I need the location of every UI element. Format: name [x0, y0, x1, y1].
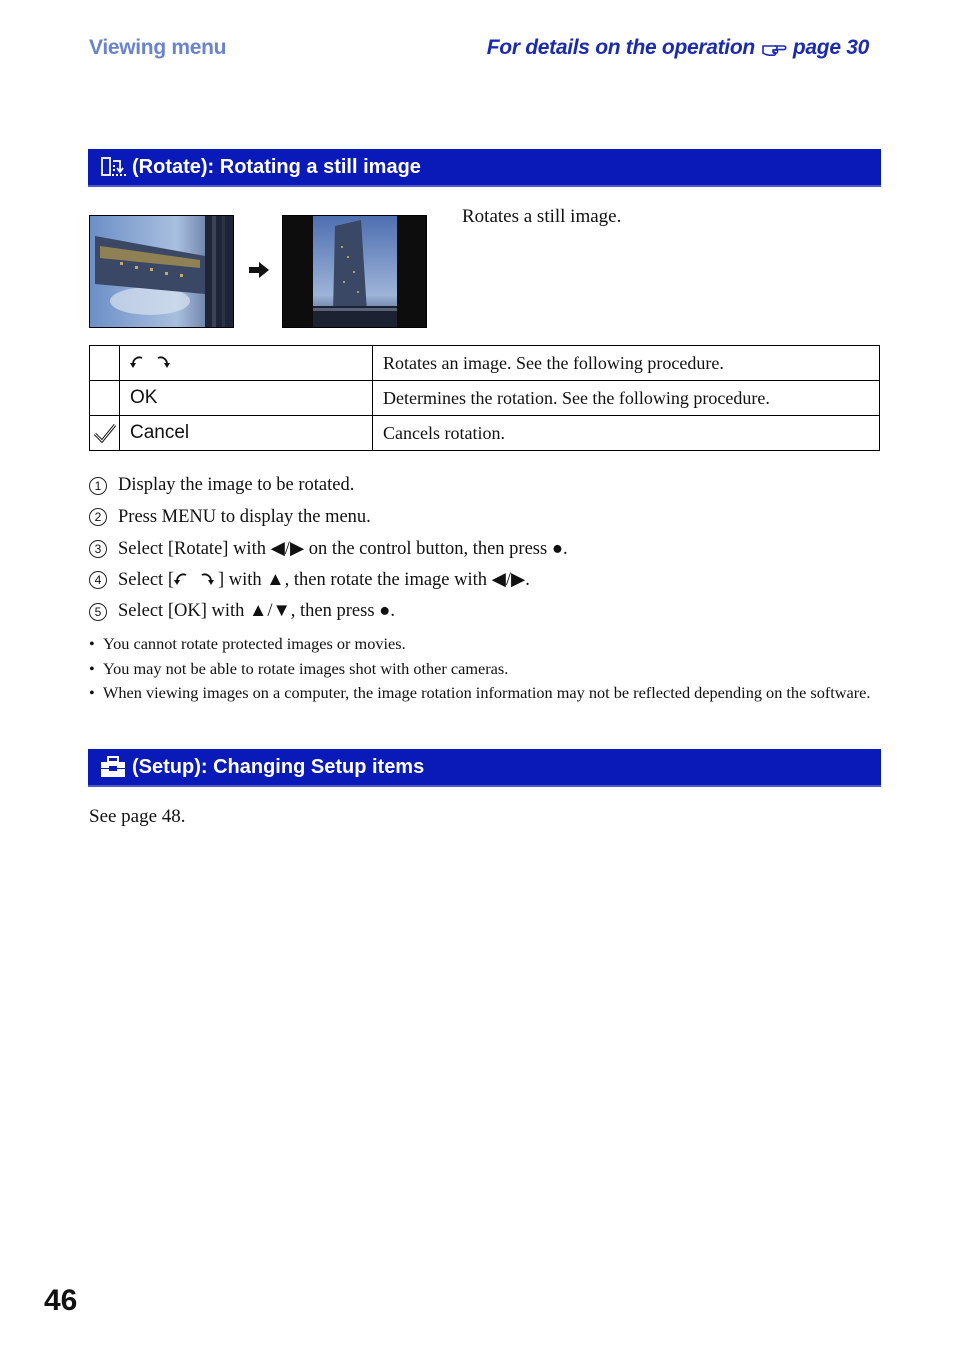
- rotate-section-title: (Rotate): Rotating a still image: [132, 155, 421, 178]
- note-text: When viewing images on a computer, the image rotation information may not be reflected depending on the software.: [103, 683, 871, 702]
- option-marker: [90, 381, 120, 416]
- rotate-options-table: [89, 345, 880, 451]
- step-text-start: Select [: [118, 569, 174, 590]
- step-text-end: ] with ▲, then rotate the image with ◀/▶.: [218, 570, 530, 591]
- page-number: 46: [44, 1284, 78, 1317]
- note-text: You cannot rotate protected images or movies.: [103, 634, 406, 653]
- notes-list: [89, 633, 879, 707]
- option-marker: [90, 416, 120, 451]
- option-marker: [90, 346, 120, 381]
- option-description: Cancels rotation.: [373, 416, 880, 451]
- step-number: 5: [89, 603, 107, 621]
- option-description: Determines the rotation. See the following procedure.: [373, 381, 880, 416]
- setup-see-page-link[interactable]: See page 48.: [89, 806, 186, 827]
- step-number: 3: [89, 540, 107, 558]
- option-description: Rotates an image. See the following procedure.: [373, 346, 880, 381]
- setup-section-title: (Setup): Changing Setup items: [132, 755, 425, 778]
- procedure-steps: [89, 470, 568, 628]
- running-header-section: Viewing menu: [89, 36, 227, 59]
- note-item: • You may not be able to rotate images shot with other cameras.: [89, 658, 509, 678]
- note-item: • You cannot rotate protected images or movies.: [89, 634, 406, 653]
- setup-section-heading: [88, 749, 881, 787]
- step-text: Press MENU to display the menu.: [118, 506, 371, 527]
- sample-image-after-rotation: [282, 215, 427, 328]
- step-item: [89, 533, 568, 565]
- details-text: For details on the operation: [486, 36, 755, 59]
- details-page-link[interactable]: page 30: [792, 36, 869, 59]
- step-item: [89, 470, 568, 502]
- step-number: 1: [89, 477, 107, 495]
- step-item: [89, 596, 568, 628]
- option-item-cancel[interactable]: Cancel: [120, 416, 373, 451]
- step-text: Display the image to be rotated.: [118, 475, 355, 496]
- rotate-menu-icon: [100, 156, 126, 178]
- step-item: [89, 565, 568, 597]
- checkmark-icon: [93, 423, 117, 443]
- option-row-ok[interactable]: [90, 381, 880, 416]
- pointing-hand-icon: [761, 38, 787, 58]
- step-text: Select [Rotate] with ◀/▶ on the control button, then press ●.: [118, 538, 568, 559]
- step-item: [89, 502, 568, 534]
- rotate-description: Rotates a still image.: [462, 206, 622, 227]
- rotate-arrows-icon: [130, 354, 174, 372]
- toolbox-icon: [100, 756, 126, 778]
- step-number: 2: [89, 508, 107, 526]
- rotate-section-heading: [88, 149, 881, 187]
- option-row-rotate[interactable]: [90, 346, 880, 381]
- rotate-arrows-icon: [174, 571, 218, 589]
- note-item: • When viewing images on a computer, the image rotation information may not be reflected depending on the software.: [89, 683, 871, 702]
- option-row-cancel[interactable]: [90, 416, 880, 451]
- step-number: 4: [89, 571, 107, 589]
- note-text: You may not be able to rotate images shot with other cameras.: [103, 658, 509, 678]
- running-header-details[interactable]: [487, 36, 869, 60]
- option-item-ok[interactable]: OK: [120, 381, 373, 416]
- sample-image-before-rotation: [89, 215, 234, 328]
- step-text: Select [OK] with ▲/▼, then press ●.: [118, 601, 395, 622]
- option-item-rotate[interactable]: [120, 346, 373, 381]
- arrow-right-icon: [249, 262, 269, 278]
